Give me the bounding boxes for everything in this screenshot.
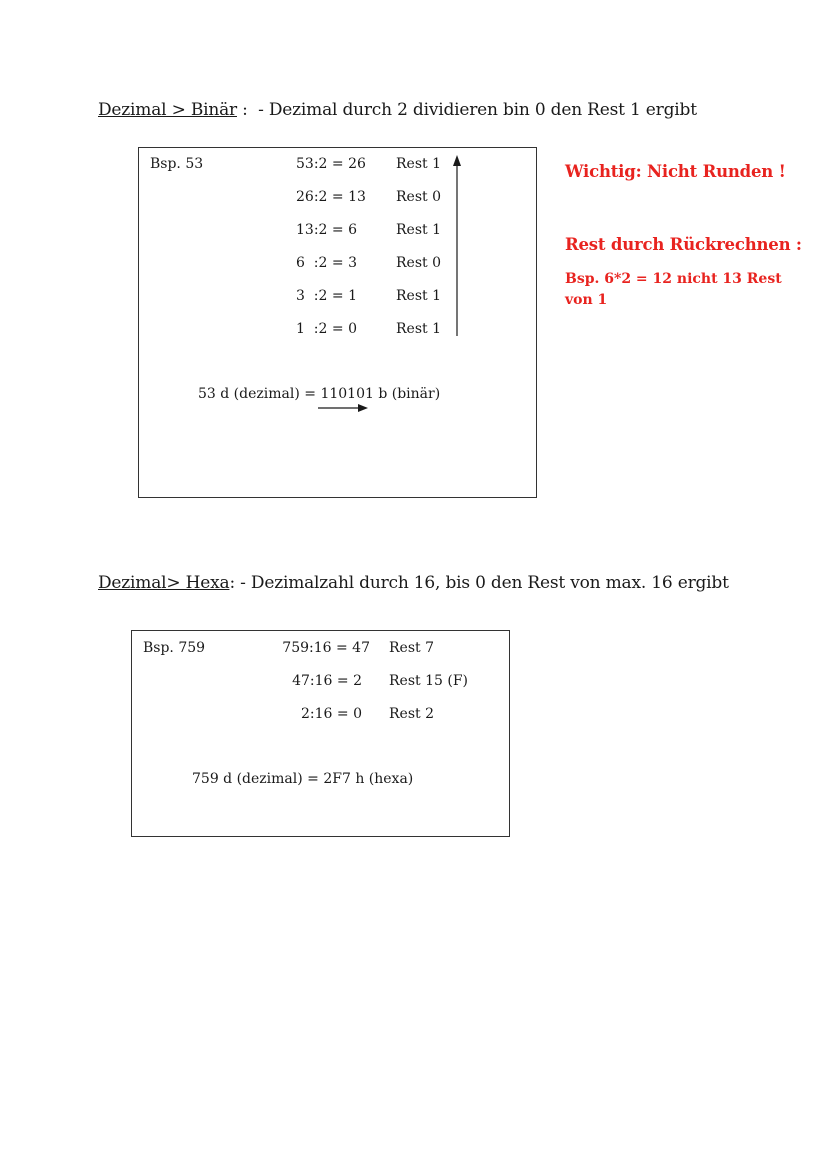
important-note: Wichtig: Nicht Runden !	[565, 162, 786, 181]
binary-section-title: Dezimal > Binär	[98, 100, 237, 120]
binary-result-prefix: 53 d (dezimal) =	[198, 386, 321, 402]
binary-row-rest: Rest 1	[396, 321, 441, 337]
binary-row-rest: Rest 0	[396, 255, 441, 271]
binary-result-suffix: b (binär)	[373, 386, 441, 402]
binary-row-calc: 6 :2 = 3	[296, 255, 357, 271]
binary-section-description: - Dezimal durch 2 dividieren bin 0 den Rest 1 ergibt	[258, 100, 697, 120]
binary-row-rest: Rest 1	[396, 156, 441, 172]
read-upward-arrow-icon	[451, 154, 463, 338]
hexa-section-heading	[98, 573, 729, 593]
binary-row-calc: 26:2 = 13	[296, 189, 366, 205]
binary-row-calc: 1 :2 = 0	[296, 321, 357, 337]
hexa-section-description: - Dezimalzahl durch 16, bis 0 den Rest von max. 16 ergibt	[234, 573, 729, 593]
binary-row-rest: Rest 1	[396, 222, 441, 238]
read-right-arrow-icon	[317, 403, 369, 413]
hexa-section-colon: :	[229, 573, 235, 593]
hexa-row-calc: 2:16 = 0	[301, 706, 362, 722]
binary-row-rest: Rest 1	[396, 288, 441, 304]
hexa-row-rest: Rest 2	[389, 706, 434, 722]
binary-example-box	[138, 147, 537, 498]
hexa-example-label: Bsp. 759	[143, 640, 206, 656]
check-note-line1: Bsp. 6*2 = 12 nicht 13 Rest	[565, 271, 782, 287]
binary-row-calc: 53:2 = 26	[296, 156, 366, 172]
hexa-example-box	[131, 630, 510, 837]
binary-row-calc: 3 :2 = 1	[296, 288, 357, 304]
check-note-title: Rest durch Rückrechnen :	[565, 235, 802, 254]
hexa-section-title: Dezimal> Hexa	[98, 573, 230, 593]
binary-row-rest: Rest 0	[396, 189, 441, 205]
binary-result	[198, 386, 440, 402]
hexa-row-calc: 759:16 = 47	[282, 640, 370, 656]
binary-section-heading	[98, 100, 697, 120]
binary-row-calc: 13:2 = 6	[296, 222, 357, 238]
hexa-row-rest: Rest 7	[389, 640, 434, 656]
hexa-row-calc: 47:16 = 2	[292, 673, 362, 689]
binary-result-value: 110101	[320, 386, 374, 402]
hexa-row-rest: Rest 15 (F)	[389, 673, 468, 689]
binary-section-colon: :	[236, 100, 248, 120]
check-note-line2: von 1	[565, 292, 608, 308]
hexa-result: 759 d (dezimal) = 2F7 h (hexa)	[192, 771, 414, 787]
binary-example-label: Bsp. 53	[150, 156, 204, 172]
